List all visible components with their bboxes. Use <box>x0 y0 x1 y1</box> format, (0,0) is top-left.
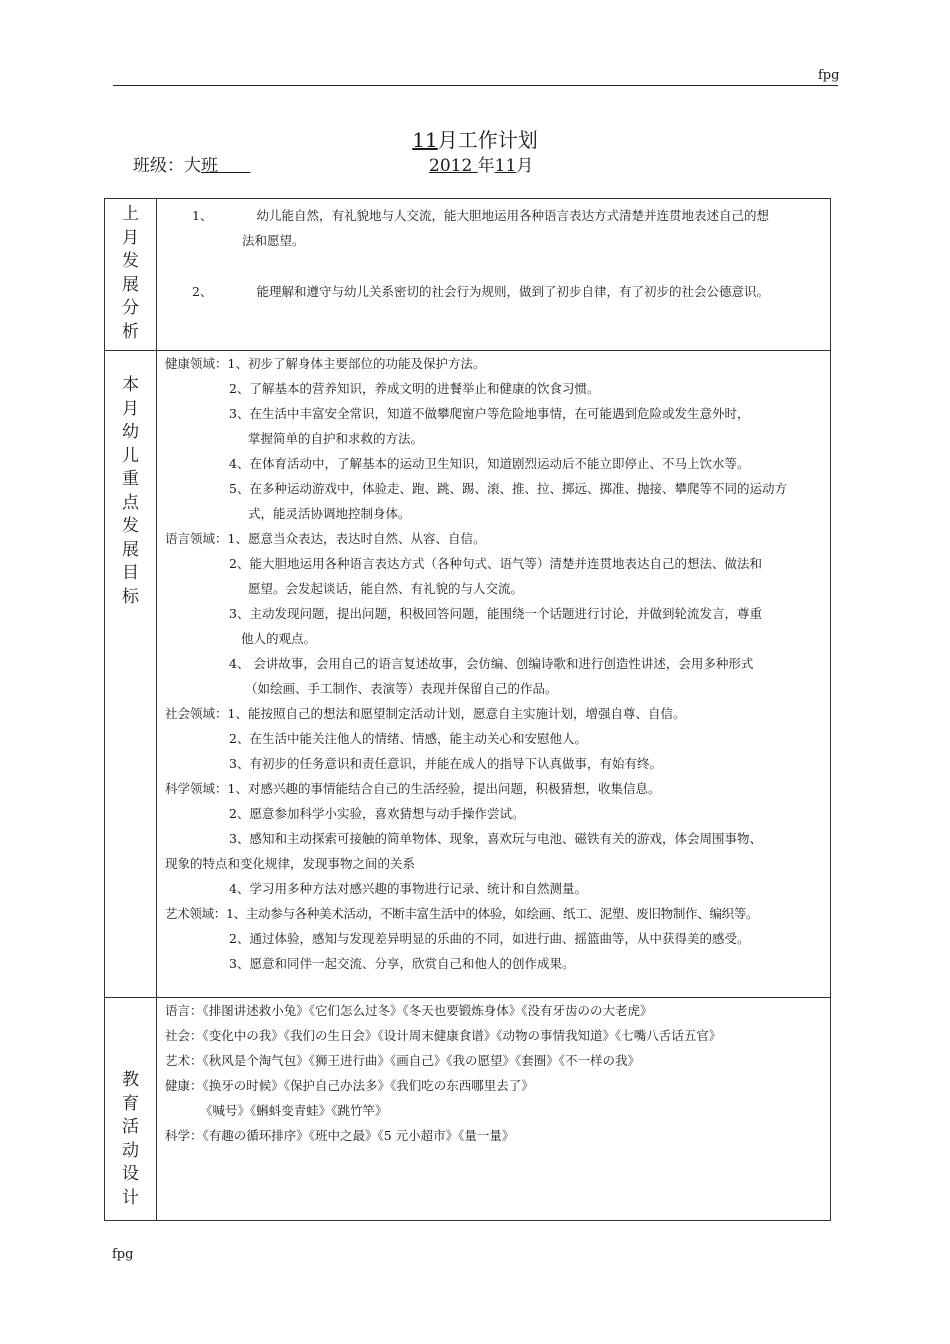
label-activity-design: 教 育 活 动 设 计 <box>105 998 157 1220</box>
goal-line: 3、在生活中丰富安全常识，知道不做攀爬窗户等危险地事情，在可能遇到危险或发生意外时， <box>229 406 750 421</box>
activity-line: 健康：《换牙の时候》《保护自己办法多》《我们吃の东西哪里去了》 <box>165 1078 534 1093</box>
class-label: 班级：大 <box>133 156 201 176</box>
analysis-item-2: 2、 能理解和遵守与幼儿关系密切的社会行为规则，做到了初步自律，有了初步的社会公德意识。 <box>192 284 769 299</box>
analysis-item-1: 1、 幼儿能自然，有礼貌地与人交流，能大胆地运用各种语言表达方式清楚并连贯地表述自己的想 <box>192 208 769 223</box>
goal-line: 2、通过体验，感知与发现差异明显的乐曲的不同，如进行曲、摇篮曲等，从中获得美的感受。 <box>229 931 750 946</box>
content-last-month-analysis <box>157 199 830 350</box>
goal-line: 艺术领域：1、主动参与各种美术活动，不断丰富生活中的体验，如绘画、纸工、泥塑、废旧物制作、编织等。 <box>165 906 759 921</box>
goal-line: 3、愿意和同伴一起交流、分享，欣赏自己和他人的创作成果。 <box>229 956 575 971</box>
goal-line: 语言领域：1、愿意当众表达，表达时自然、从容、自信。 <box>165 531 486 546</box>
date-year-suffix: 年 <box>477 156 495 176</box>
label-last-month-analysis: 上 月 发 展 分 析 <box>105 199 157 350</box>
goal-line: 3、感知和主动探索可接触的简单物体、现象，喜欢玩与电池、磁铁有关的游戏，体会周围事物、 <box>229 831 762 846</box>
work-plan-table <box>104 198 831 1221</box>
date-year: 2012 <box>429 156 478 176</box>
row-last-month-analysis <box>105 199 830 351</box>
blank-line <box>165 253 830 279</box>
goal-line: 2、了解基本的营养知识，养成文明的进餐举止和健康的饮食习惯。 <box>229 381 600 396</box>
goal-line: 3、主动发现问题，提出问题，积极回答问题，能围绕一个话题进行讨论，并做到轮流发言，尊重 <box>229 606 762 621</box>
class-line <box>133 151 250 176</box>
activity-line: 艺术：《秋风是个淘气包》《狮王进行曲》《画自己》《我の愿望》《套圈》《不一样の我》 <box>165 1053 641 1068</box>
goal-line: 愿望。会发起谈话，能自然、有礼貌的与人交流。 <box>248 581 524 596</box>
goal-line: 式，能灵活协调地控制身体。 <box>248 506 411 521</box>
goal-line: 3、有初步的任务意识和责任意识，并能在成人的指导下认真做事，有始有终。 <box>229 756 662 771</box>
content-development-goals <box>157 351 830 997</box>
document-title <box>0 124 950 153</box>
goal-line: 5、在多种运动游戏中，体验走、跑、跳、踢、滚、推、拉、掷远、掷准、抛接、攀爬等不同的运动方 <box>229 481 787 496</box>
date-month: 11 <box>494 156 517 176</box>
activity-line: 社会：《变化中の我》《我们の生日会》《设计周末健康食谱》《动物の事情我知道》《七嘴八舌话五官》 <box>165 1028 722 1043</box>
title-month: 11 <box>412 128 438 152</box>
goal-line: 社会领域：1、能按照自己的想法和愿望制定活动计划，愿意自主实施计划，增强自尊、自信。 <box>165 706 686 721</box>
label-development-goals: 本 月 幼 儿 重 点 发 展 目 标 <box>105 351 157 997</box>
goal-line: 4、 会讲故事，会用自己的语言复述故事，会仿编、创编诗歌和进行创造性讲述，会用多种形式 <box>229 656 754 671</box>
goal-line: 2、愿意参加科学小实验，喜欢猜想与动手操作尝试。 <box>229 806 525 821</box>
goal-line: （如绘画、手工制作、表演等）表现并保留自己的作品。 <box>245 681 558 696</box>
activity-line: 科学：《有趣の循环排序》《班中之最》《5 元小超市》《量一量》 <box>165 1128 515 1143</box>
goal-line: 掌握简单的自护和求救的方法。 <box>248 431 424 446</box>
goal-line: 2、能大胆地运用各种语言表达方式（各种句式、语气等）清楚并连贯地表达自己的想法、做法和 <box>229 556 762 571</box>
goal-line: 他人的观点。 <box>241 631 317 646</box>
goal-line: 4、在体育活动中，了解基本的运动卫生知识，知道剧烈运动后不能立即停止、不马上饮水等。 <box>229 456 750 471</box>
class-value: 班 <box>201 156 218 176</box>
goal-line: 健康领域：1、初步了解身体主要部位的功能及保护方法。 <box>165 356 486 371</box>
goal-line: 现象的特点和变化规律，发现事物之间的关系 <box>165 856 416 871</box>
row-activity-design <box>105 998 830 1220</box>
title-text: 月工作计划 <box>437 128 538 152</box>
goal-line: 科学领域：1、对感兴趣的事情能结合自己的生活经验，提出问题，积极猜想，收集信息。 <box>165 781 661 796</box>
header-rule <box>113 85 838 86</box>
row-development-goals <box>105 351 830 998</box>
date-line <box>429 151 533 176</box>
content-activity-design <box>157 998 830 1220</box>
page-footer-text: fpg <box>112 1247 134 1262</box>
analysis-item-1-cont: 法和愿望。 <box>242 233 305 248</box>
goal-line: 2、在生活中能关注他人的情绪、情感，能主动关心和安慰他人。 <box>229 731 587 746</box>
page-header-text: fpg <box>818 68 840 83</box>
activity-line: 语言：《排图讲述救小兔》《它们怎么过冬》《冬天也要锻炼身体》《没有牙齿のの大老虎》 <box>165 1003 653 1018</box>
goal-line: 4、学习用多种方法对感兴趣的事物进行记录、统计和自然测量。 <box>229 881 587 896</box>
date-month-suffix: 月 <box>516 156 534 176</box>
activity-line: 《喊号》《蝌蚪变青蛙》《跳竹竿》 <box>200 1103 388 1118</box>
